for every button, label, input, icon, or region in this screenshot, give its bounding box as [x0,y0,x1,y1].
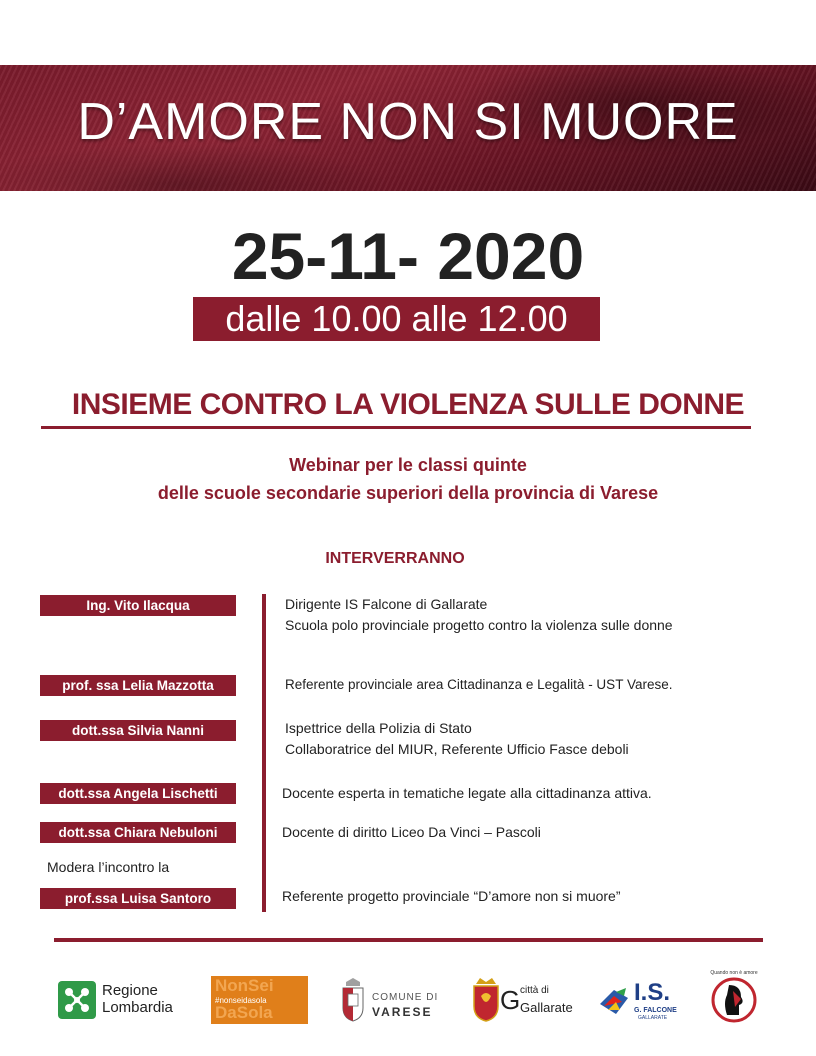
speaker-role: Collaboratrice del MIUR, Referente Ufficio Fasce deboli [285,741,629,757]
speaker-name: prof.ssa Luisa Santoro [40,888,236,909]
event-time: dalle 10.00 alle 12.00 [193,297,600,341]
speaker-name: dott.ssa Chiara Nebuloni [40,822,236,843]
is-city: GALLARATE [638,1015,668,1021]
header-banner [0,65,816,191]
speaker-name: prof. ssa Lelia Mazzotta [40,675,236,696]
varese-name: VARESE [372,1005,433,1019]
speaker-role: Scuola polo provinciale progetto contro la violenza sulle donne [285,617,673,633]
nonsei-bottom: DaSola [215,1003,273,1022]
last-logo-arc-text: Quando non è amore [710,970,758,976]
speaker-name: dott.ssa Silvia Nanni [40,720,236,741]
event-date: 25-11- 2020 [231,219,585,293]
subtitle-line-2: delle scuole secondarie superiori della provincia di Varese [157,483,659,503]
event-headline: INSIEME CONTRO LA VIOLENZA SULLE DONNE [71,388,745,421]
comune-varese-logo [340,978,440,1024]
headline-divider [41,426,751,429]
speaker-name: Ing. Vito Ilacqua [40,595,236,616]
quando-non-e-amore-logo [710,970,758,1022]
varese-comune: COMUNE DI [372,992,439,1003]
gallarate-citta: città di [520,985,549,996]
is-falcone-emblem-icon [598,984,632,1018]
regione-line1: Regione [102,982,158,999]
regione-line2: Lombardia [102,999,173,1016]
speaker-role: Dirigente IS Falcone di Gallarate [285,596,488,612]
varese-crest-icon [340,978,366,1022]
rose-camuna-icon [58,981,96,1019]
speakers-divider [262,594,266,912]
nonsei-hashtag: #nonseidasola [215,996,267,1005]
citta-gallarate-logo [472,978,582,1022]
banner-title: D’AMORE NON SI MUORE [77,93,739,151]
speaker-role: Ispettrice della Polizia di Stato [285,720,472,736]
regione-lombardia-logo [58,981,198,1021]
is-short: I.S. [634,979,671,1006]
gallarate-crest-icon [472,978,500,1022]
speaker-name: dott.ssa Angela Lischetti [40,783,236,804]
footer-divider [54,938,763,942]
nonsei-top: NonSei [215,976,274,995]
is-falcone: G. FALCONE [634,1007,677,1014]
moderator-label: Modera l’incontro la [47,859,170,875]
nonseidasola-logo [211,976,308,1024]
gallarate-initial-icon: G [500,985,521,1015]
speakers-heading: INTERVERRANNO [325,550,465,567]
woman-profile-icon [711,977,757,1023]
is-falcone-logo [598,979,680,1022]
speaker-role: Docente esperta in tematiche legate alla cittadinanza attiva. [282,785,652,801]
speaker-role: Referente provinciale area Cittadinanza e Legalità - UST Varese. [285,677,673,692]
speaker-role: Referente progetto provinciale “D’amore non si muore” [282,888,621,904]
speaker-role: Docente di diritto Liceo Da Vinci – Pascoli [282,824,541,840]
subtitle-line-1: Webinar per le classi quinte [289,455,527,475]
gallarate-name: Gallarate [520,1000,573,1015]
